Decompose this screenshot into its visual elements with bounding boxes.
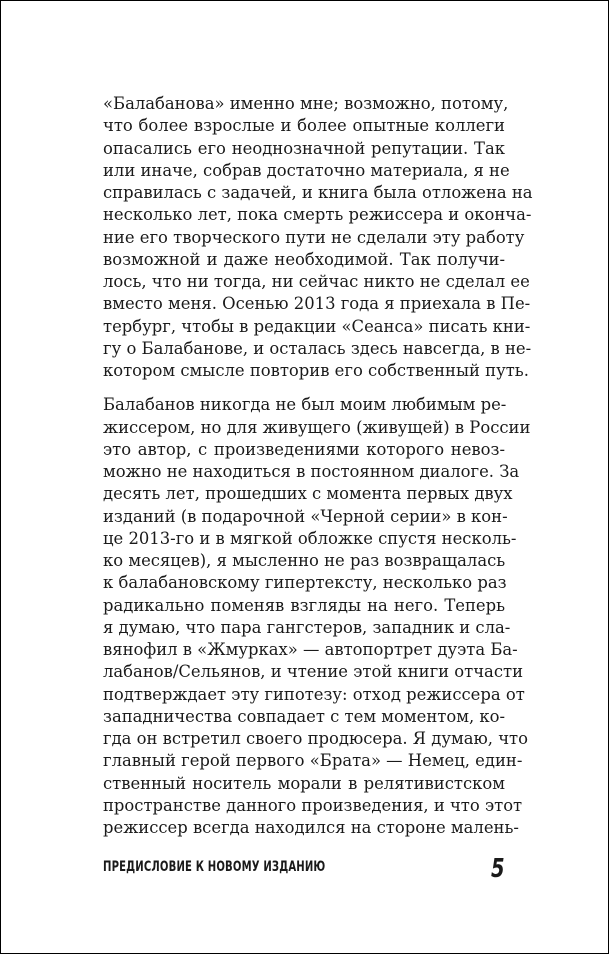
text-line: или иначе, собрав достаточно материала, я не	[103, 160, 510, 180]
text-line: возможной и даже необходимой. Так получи-	[103, 249, 505, 269]
text-line: ние его творческого пути не сделали эту работу	[103, 227, 525, 247]
text-line: тербург, чтобы в редакции «Сеанса» писать кни-	[103, 316, 531, 336]
text-line: несколько лет, пока смерть режиссера и оконча-	[103, 205, 532, 225]
text-line: лабанов/Сельянов, и чтение этой книги отчасти	[103, 662, 524, 682]
body-text	[103, 93, 533, 839]
text-line: лось, что ни тогда, ни сейчас никто не сделал ее	[103, 272, 530, 291]
text-line: вместо меня. Осенью 2013 года я приехала в Пе-	[103, 294, 531, 314]
text-line: пространстве данного произведения, и что этот	[103, 795, 523, 815]
text-line: справилась с задачей, и книга была отложена на	[103, 183, 533, 202]
text-line: жиссером, но для живущего (живущей) в России	[103, 417, 531, 437]
text-line: десять лет, прошедших с момента первых двух	[103, 484, 513, 504]
text-line: это автор, с произведениями которого невоз-	[103, 439, 505, 459]
text-line: вянофил в «Жмурках» — автопортрет дуэта Ба-	[103, 640, 518, 659]
text-line: котором смысле повторив его собственный путь.	[103, 361, 529, 380]
text-line: гда он встретил своего продюсера. Я думаю, что	[103, 729, 528, 748]
text-line: что более взрослые и более опытные коллеги	[103, 116, 505, 136]
text-line: к балабановскому гипертексту, несколько раз	[103, 573, 507, 593]
paragraph	[103, 93, 533, 382]
page-number: 5	[491, 854, 505, 884]
text-line: подтверждает эту гипотезу: отход режиссера от	[103, 684, 525, 704]
text-line: ственный носитель морали в релятивистском	[103, 773, 505, 793]
text-line: ко месяцев), я мысленно не раз возвращалась	[103, 551, 506, 570]
text-line: главный герой первого «Брата» — Немец, един-	[103, 751, 523, 771]
text-line: Балабанов никогда не был моим любимым ре-	[103, 395, 507, 415]
running-footer-title: ПРЕДИСЛОВИЕ К НОВОМУ ИЗДАНИЮ	[103, 859, 326, 875]
text-line: опасались его неоднозначной репутации. Так	[103, 138, 505, 158]
text-line: «Балабанова» именно мне; возможно, потому,	[103, 94, 509, 113]
text-line: гу о Балабанове, и осталась здесь навсегда, в не-	[103, 338, 532, 358]
paragraph	[103, 394, 531, 839]
text-line: режиссер всегда находился на стороне малень-	[103, 818, 519, 837]
text-line: я думаю, что пара гангстеров, западник и сла-	[103, 617, 511, 637]
text-line: це 2013-го и в мягкой обложке спустя несколь-	[103, 528, 517, 548]
text-line: изданий (в подарочной «Черной серии» в кон-	[103, 506, 508, 526]
text-line: можно не находиться в постоянном диалоге. За	[103, 462, 520, 481]
text-line: западничества совпадает с тем моментом, ко-	[103, 706, 506, 726]
text-line: радикально поменяв взгляды на него. Теперь	[103, 595, 505, 615]
